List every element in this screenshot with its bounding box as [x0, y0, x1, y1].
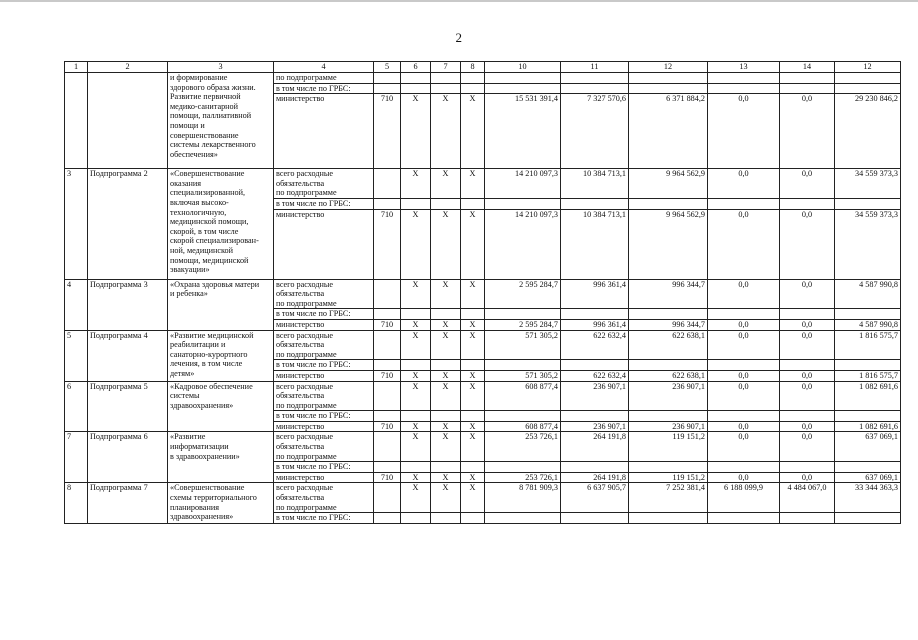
program-description: «Развитие медицинской реабилитации и санаторно-курортного лечения, в том числе детям» — [168, 330, 274, 381]
amount-cell: 571 305,2 — [485, 370, 561, 381]
amount-cell: 996 344,7 — [629, 319, 708, 330]
mark-cell: X — [461, 319, 485, 330]
obligation-label: по подпрограмме — [274, 73, 374, 84]
mark-cell: X — [431, 94, 461, 169]
amount-cell: 0,0 — [780, 319, 835, 330]
mark-cell: X — [401, 381, 431, 411]
obligation-label: всего расходные обязательства по подпрограмме — [274, 330, 374, 360]
mark-cell: X — [431, 483, 461, 513]
col-header: 1 — [65, 62, 88, 73]
program-description: «Совершенствование оказания специализированной, включая высоко- технологичную, медицинской помощи, скорой, в том числе скорой специализирован- ной, медицинской помощи, медицинской эвакуации» — [168, 169, 274, 279]
total-cell: 34 559 373,3 — [835, 169, 901, 199]
total-cell: 33 344 363,3 — [835, 483, 901, 513]
header-row — [65, 62, 901, 73]
grbs-label: в том числе по ГРБС: — [274, 360, 374, 371]
col-header: 13 — [708, 62, 780, 73]
mark-cell: X — [401, 94, 431, 169]
amount-cell: 0,0 — [708, 330, 780, 360]
amount-cell: 996 344,7 — [629, 279, 708, 309]
program-cell: Подпрограмма 5 — [88, 381, 168, 432]
table-row — [65, 73, 901, 84]
col-header: 5 — [374, 62, 401, 73]
row-number-cell: 8 — [65, 483, 88, 523]
table-row — [65, 432, 901, 462]
row-number-cell: 7 — [65, 432, 88, 483]
amount-cell: 2 595 284,7 — [485, 319, 561, 330]
code-cell: 710 — [374, 94, 401, 169]
amount-cell: 0,0 — [780, 330, 835, 360]
row-number-cell: 3 — [65, 169, 88, 279]
total-cell: 637 069,1 — [835, 472, 901, 483]
amount-cell: 0,0 — [708, 472, 780, 483]
total-cell: 1 816 575,7 — [835, 330, 901, 360]
amount-cell: 608 877,4 — [485, 421, 561, 432]
table-row — [65, 483, 901, 513]
amount-cell: 14 210 097,3 — [485, 209, 561, 279]
total-cell: 29 230 846,2 — [835, 94, 901, 169]
code-cell: 710 — [374, 319, 401, 330]
col-header: 2 — [88, 62, 168, 73]
grbs-label: в том числе по ГРБС: — [274, 83, 374, 94]
col-header: 12 — [629, 62, 708, 73]
amount-cell: 0,0 — [780, 421, 835, 432]
mark-cell: X — [461, 381, 485, 411]
mark-cell: X — [401, 472, 431, 483]
mark-cell: X — [461, 169, 485, 199]
amount-cell: 119 151,2 — [629, 472, 708, 483]
mark-cell: X — [431, 209, 461, 279]
amount-cell: 119 151,2 — [629, 432, 708, 462]
grbs-label: в том числе по ГРБС: — [274, 198, 374, 209]
mark-cell: X — [461, 209, 485, 279]
budget-table — [64, 61, 901, 524]
amount-cell: 264 191,8 — [561, 472, 629, 483]
amount-cell: 2 595 284,7 — [485, 279, 561, 309]
program-description: «Развитие информатизации в здравоохранении» — [168, 432, 274, 483]
code-cell: 710 — [374, 370, 401, 381]
amount-cell: 6 188 099,9 — [708, 483, 780, 513]
page-top-edge — [0, 0, 918, 2]
mark-cell: X — [431, 169, 461, 199]
row-number-cell: 5 — [65, 330, 88, 381]
total-cell: 4 587 990,8 — [835, 319, 901, 330]
grbs-label: в том числе по ГРБС: — [274, 411, 374, 422]
total-cell: 1 082 691,6 — [835, 421, 901, 432]
ministry-label: министерство — [274, 94, 374, 169]
mark-cell: X — [431, 381, 461, 411]
amount-cell: 608 877,4 — [485, 381, 561, 411]
ministry-label: министерство — [274, 209, 374, 279]
mark-cell: X — [401, 483, 431, 513]
total-cell: 637 069,1 — [835, 432, 901, 462]
mark-cell: X — [431, 330, 461, 360]
mark-cell: X — [461, 483, 485, 513]
obligation-label: всего расходные обязательства по подпрограмме — [274, 483, 374, 513]
mark-cell: X — [431, 370, 461, 381]
total-cell: 34 559 373,3 — [835, 209, 901, 279]
mark-cell: X — [401, 279, 431, 309]
program-description: «Совершенствование схемы территориального планирования здравоохранения» — [168, 483, 274, 523]
mark-cell: X — [401, 169, 431, 199]
amount-cell: 15 531 391,4 — [485, 94, 561, 169]
ministry-label: министерство — [274, 421, 374, 432]
table-row — [65, 381, 901, 411]
mark-cell: X — [461, 432, 485, 462]
mark-cell: X — [401, 370, 431, 381]
program-cell — [88, 73, 168, 169]
mark-cell: X — [461, 94, 485, 169]
amount-cell: 264 191,8 — [561, 432, 629, 462]
mark-cell: X — [401, 319, 431, 330]
mark-cell: X — [461, 472, 485, 483]
code-cell: 710 — [374, 472, 401, 483]
amount-cell: 10 384 713,1 — [561, 169, 629, 199]
amount-cell: 6 371 884,2 — [629, 94, 708, 169]
amount-cell: 253 726,1 — [485, 472, 561, 483]
ministry-label: министерство — [274, 370, 374, 381]
obligation-label: всего расходные обязательства по подпрограмме — [274, 432, 374, 462]
col-header: 3 — [168, 62, 274, 73]
total-cell: 4 587 990,8 — [835, 279, 901, 309]
amount-cell: 7 252 381,4 — [629, 483, 708, 513]
col-header: 7 — [431, 62, 461, 73]
amount-cell: 0,0 — [780, 279, 835, 309]
amount-cell: 0,0 — [708, 381, 780, 411]
mark-cell: X — [401, 432, 431, 462]
amount-cell: 236 907,1 — [561, 381, 629, 411]
page-number: 2 — [455, 30, 463, 45]
mark-cell: X — [431, 319, 461, 330]
amount-cell: 0,0 — [708, 432, 780, 462]
amount-cell: 0,0 — [708, 169, 780, 199]
table-row — [65, 330, 901, 360]
grbs-label: в том числе по ГРБС: — [274, 513, 374, 524]
program-cell: Подпрограмма 7 — [88, 483, 168, 523]
mark-cell: X — [431, 421, 461, 432]
amount-cell: 0,0 — [780, 472, 835, 483]
amount-cell: 622 638,1 — [629, 330, 708, 360]
col-header: 11 — [561, 62, 629, 73]
col-header: 10 — [485, 62, 561, 73]
amount-cell: 622 638,1 — [629, 370, 708, 381]
obligation-label: всего расходные обязательства по подпрограмме — [274, 279, 374, 309]
amount-cell: 9 964 562,9 — [629, 209, 708, 279]
amount-cell: 0,0 — [708, 94, 780, 169]
row-number-cell: 6 — [65, 381, 88, 432]
amount-cell: 236 907,1 — [629, 421, 708, 432]
amount-cell: 253 726,1 — [485, 432, 561, 462]
grbs-label: в том числе по ГРБС: — [274, 309, 374, 320]
amount-cell: 0,0 — [780, 381, 835, 411]
total-cell: 1 816 575,7 — [835, 370, 901, 381]
amount-cell: 0,0 — [780, 432, 835, 462]
table-row — [65, 169, 901, 199]
obligation-label: всего расходные обязательства по подпрограмме — [274, 169, 374, 199]
amount-cell: 0,0 — [708, 279, 780, 309]
amount-cell: 14 210 097,3 — [485, 169, 561, 199]
col-header: 6 — [401, 62, 431, 73]
amount-cell: 6 637 905,7 — [561, 483, 629, 513]
amount-cell: 9 964 562,9 — [629, 169, 708, 199]
mark-cell: X — [461, 370, 485, 381]
total-cell: 1 082 691,6 — [835, 381, 901, 411]
code-cell: 710 — [374, 421, 401, 432]
amount-cell: 622 632,4 — [561, 370, 629, 381]
mark-cell: X — [461, 330, 485, 360]
mark-cell: X — [461, 421, 485, 432]
grbs-label: в том числе по ГРБС: — [274, 462, 374, 473]
amount-cell: 996 361,4 — [561, 319, 629, 330]
mark-cell: X — [401, 209, 431, 279]
amount-cell: 0,0 — [708, 209, 780, 279]
amount-cell: 236 907,1 — [629, 381, 708, 411]
col-header: 8 — [461, 62, 485, 73]
amount-cell: 996 361,4 — [561, 279, 629, 309]
row-number-cell — [65, 73, 88, 169]
amount-cell: 10 384 713,1 — [561, 209, 629, 279]
mark-cell: X — [401, 421, 431, 432]
col-header: 12 — [835, 62, 901, 73]
amount-cell: 0,0 — [780, 209, 835, 279]
amount-cell: 571 305,2 — [485, 330, 561, 360]
mark-cell: X — [431, 432, 461, 462]
mark-cell: X — [431, 279, 461, 309]
col-header: 4 — [274, 62, 374, 73]
mark-cell: X — [461, 279, 485, 309]
ministry-label: министерство — [274, 472, 374, 483]
program-cell: Подпрограмма 3 — [88, 279, 168, 330]
amount-cell: 7 327 570,6 — [561, 94, 629, 169]
ministry-label: министерство — [274, 319, 374, 330]
amount-cell: 8 781 909,3 — [485, 483, 561, 513]
program-description: и формирование здорового образа жизни. Развитие первичной медико-санитарной помощи, паллиативной помощи и совершенствование системы лекарственного обеспечения» — [168, 73, 274, 169]
code-cell: 710 — [374, 209, 401, 279]
amount-cell: 4 484 067,0 — [780, 483, 835, 513]
mark-cell: X — [431, 472, 461, 483]
col-header: 14 — [780, 62, 835, 73]
amount-cell: 0,0 — [708, 370, 780, 381]
amount-cell: 0,0 — [708, 319, 780, 330]
amount-cell: 236 907,1 — [561, 421, 629, 432]
table-row — [65, 279, 901, 309]
amount-cell: 0,0 — [708, 421, 780, 432]
amount-cell: 622 632,4 — [561, 330, 629, 360]
mark-cell: X — [401, 330, 431, 360]
program-cell: Подпрограмма 4 — [88, 330, 168, 381]
program-description: «Охрана здоровья матери и ребенка» — [168, 279, 274, 330]
amount-cell: 0,0 — [780, 94, 835, 169]
program-cell: Подпрограмма 6 — [88, 432, 168, 483]
amount-cell: 0,0 — [780, 370, 835, 381]
program-cell: Подпрограмма 2 — [88, 169, 168, 279]
obligation-label: всего расходные обязательства по подпрограмме — [274, 381, 374, 411]
row-number-cell: 4 — [65, 279, 88, 330]
program-description: «Кадровое обеспечение системы здравоохранения» — [168, 381, 274, 432]
amount-cell: 0,0 — [780, 169, 835, 199]
